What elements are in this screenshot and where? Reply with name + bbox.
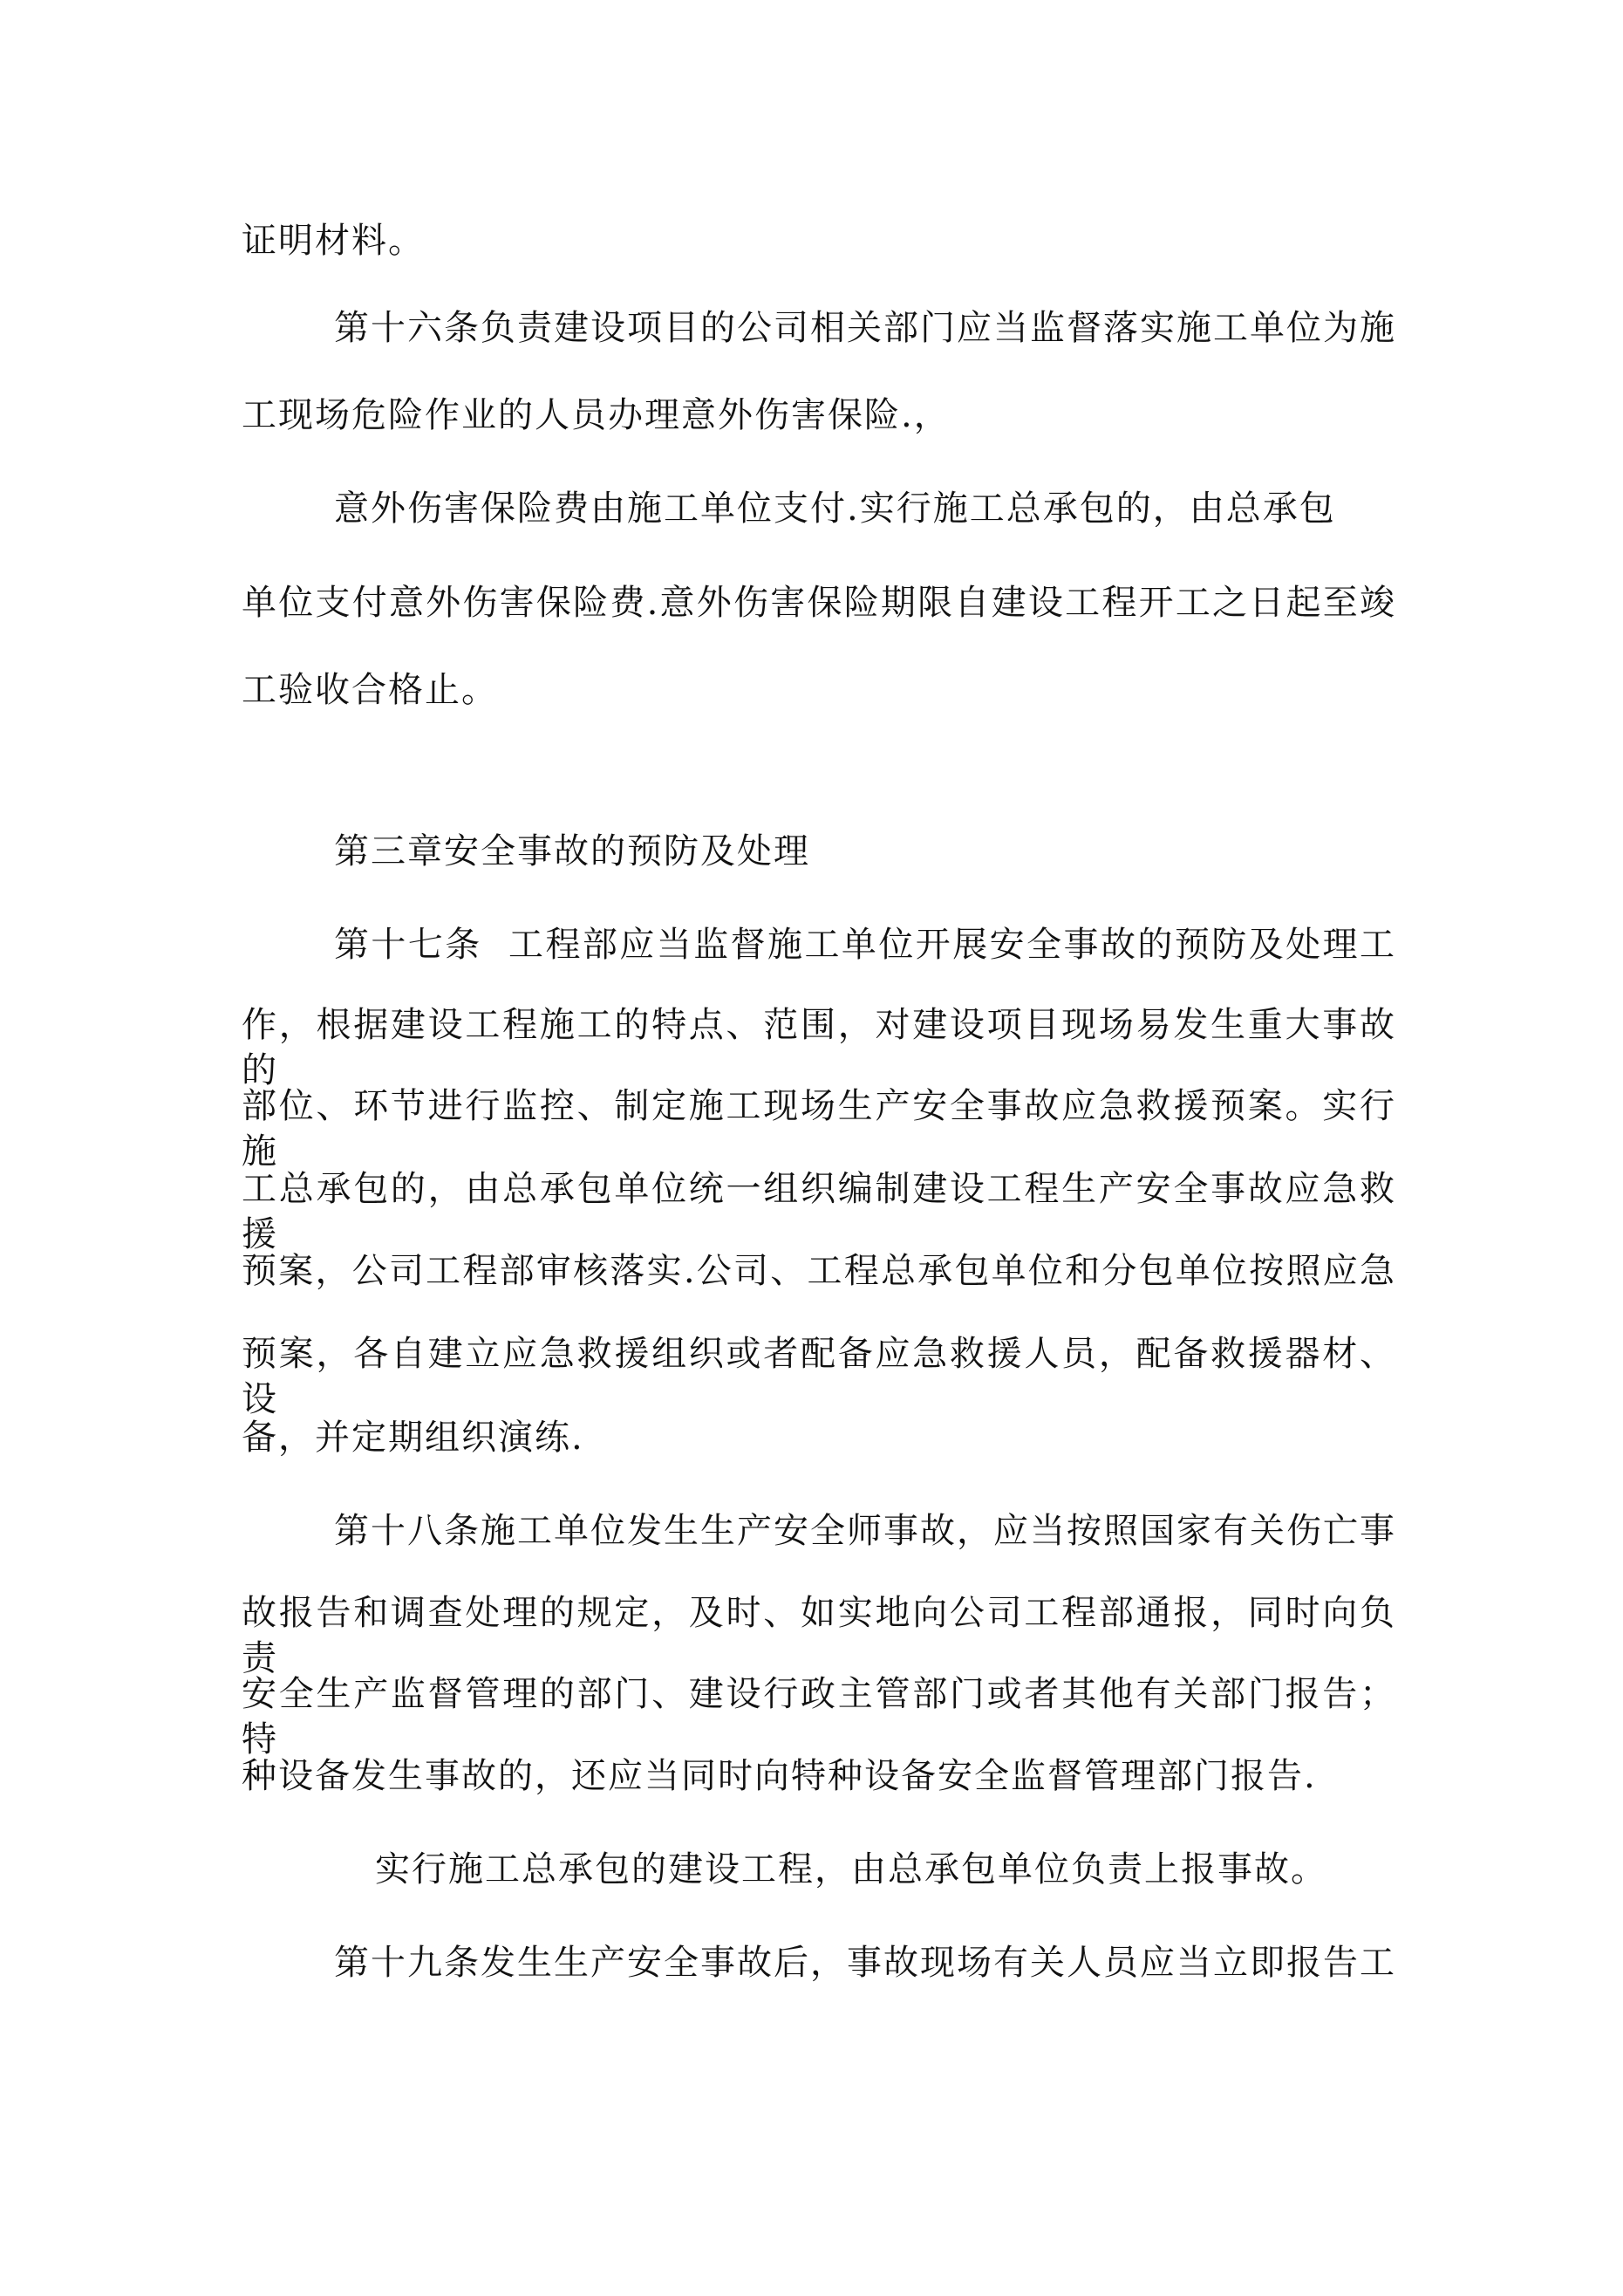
text-line: 工总承包的，由总承包单位统一组织编制建设工程生产安全事故应急救援 — [242, 1169, 1396, 1254]
text-line: 实行施工总承包的建设工程，由总承包单位负责上报事故。 — [375, 1849, 1327, 1889]
text-line: 证明材料。 — [242, 221, 425, 261]
text-line: 安全生产监督管理的部门、建设行政主管部门或者其他有关部门报告；特 — [242, 1674, 1396, 1760]
text-line: 第十七条 工程部应当监督施工单位开展安全事故的预防及处理工 — [334, 925, 1396, 965]
text-line: 第十六条负责建设项目的公司相关部门应当监督落实施工单位为施 — [334, 308, 1396, 348]
text-line: 意外伤害保险费由施工单位支付.实行施工总承包的，由总承包 — [334, 489, 1336, 529]
text-line: 备，并定期组织演练. — [242, 1418, 584, 1458]
text-line: 种设备发生事故的，还应当同时向特种设备安全监督管理部门报告. — [242, 1756, 1317, 1796]
text-line: 工现场危险作业的人员办理意外伤害保险.， — [242, 395, 951, 435]
text-line: 第十八条施工单位发生生产安全师事故，应当按照国家有关伤亡事 — [334, 1511, 1396, 1551]
text-line: 预案，各自建立应急救援组织或者配备应急救援人员，配备救援器材、设 — [242, 1334, 1396, 1419]
text-line: 部位、环节进行监控、制定施工现场生产安全事故应急救援预案。实行施 — [242, 1086, 1396, 1172]
text-line: 作，根据建设工程施工的特点、范围，对建设项目现场易发生重大事故的 — [242, 1005, 1396, 1090]
text-line: 单位支付意外伤害保险费.意外伤害保险期限自建设工程开工之日起至竣 — [242, 583, 1396, 623]
chapter-heading: 第三章安全事故的预防及处理 — [334, 831, 810, 871]
text-line: 预案，公司工程部审核落实.公司、工程总承包单位和分包单位按照应急 — [242, 1251, 1396, 1291]
text-line: 故报告和调查处理的规定，及时、如实地向公司工程部通报，同时向负责 — [242, 1593, 1396, 1678]
text-line: 工验收合格止。 — [242, 670, 498, 710]
text-line: 第十九条发生生产安全事故后，事故现场有关人员应当立即报告工 — [334, 1943, 1396, 1983]
